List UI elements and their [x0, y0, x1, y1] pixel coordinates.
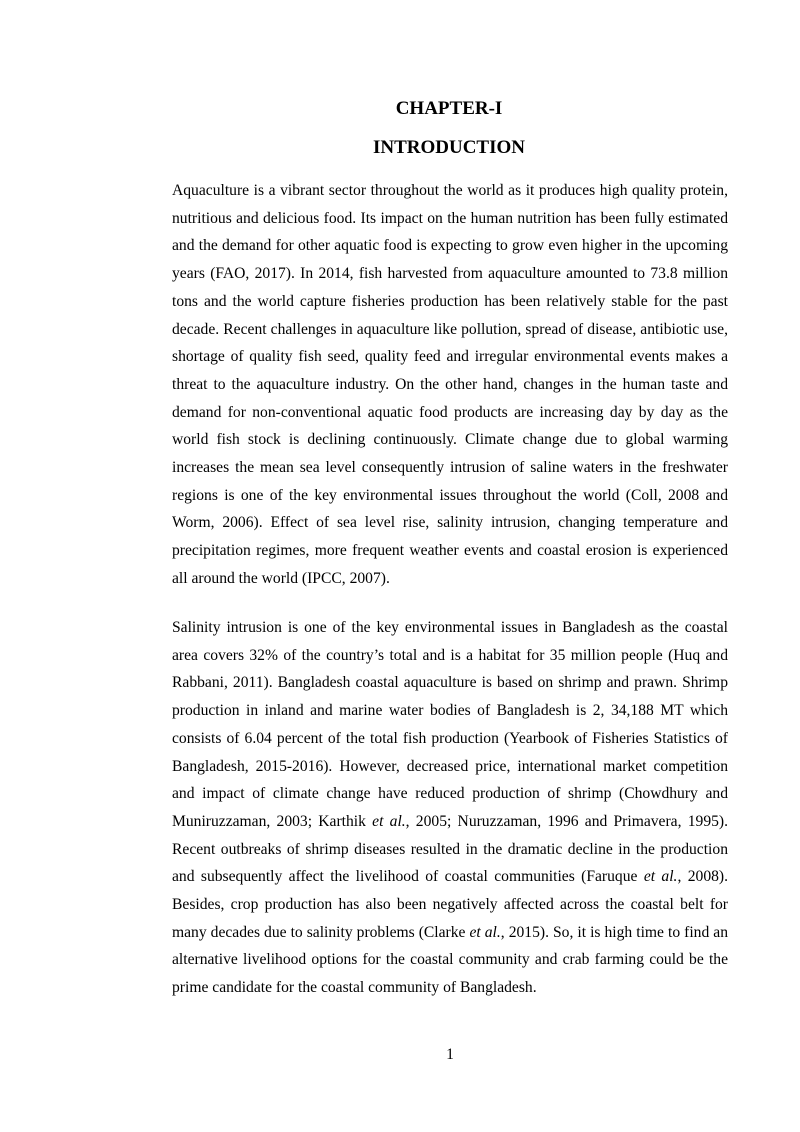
paragraph-2-run-3: , 2008). Besides, crop production has also been negatively affected across the coastal belt for many decades due to salinity problems (Clarke: [172, 868, 729, 941]
page-number: 1: [446, 1046, 454, 1063]
citation-et-al-3: et al.: [469, 923, 501, 941]
section-title: INTRODUCTION: [372, 137, 526, 158]
paragraph-2: [172, 614, 728, 1002]
paragraph-2-run-2: , 2005; Nuruzzaman, 1996 and Primavera, 1995). Recent outbreaks of shrimp diseases resulted in the dramatic decline in the production and subsequently affect the livelihood of coastal communities (Faruque: [172, 812, 729, 886]
paragraph-2-run-4: , 2015). So, it is high time to find an alternative livelihood options for the coastal community and crab farming could be the prime candidate for the coastal community of Bangladesh.: [172, 923, 728, 997]
citation-et-al-2: et al.: [643, 868, 678, 886]
paragraph-1: [172, 177, 728, 593]
citation-et-al-1: et al.: [372, 812, 406, 830]
chapter-label: CHAPTER-I: [395, 98, 503, 119]
paragraph-1-text: Aquaculture is a vibrant sector throughout the world as it produces high quality protein, nutritious and delicious food. Its impact on the human nutrition has been fully estimated and the demand for other aquatic food is expecting to grow even higher in the upcoming years (FAO, 2017). In 2014, fish harvested from aquaculture amounted to 73.8 million tons and the world capture fisheries production has been relatively stable for the past decade. Recent challenges in aquaculture like pollution, spread of disease, antibiotic use, shortage of quality fish seed, quality feed and irregular environmental events makes a threat to the aquaculture industry. On the other hand, changes in the human taste and demand for non-conventional aquatic food products are increasing day by day as the world fish stock is declining continuously. Climate change due to global warming increases the mean sea level consequently intrusion of saline waters in the freshwater regions is one of the key environmental issues throughout the world (Coll, 2008 and Worm, 2006). Effect of sea level rise, salinity intrusion, changing temperature and precipitation regimes, more frequent weather events and coastal erosion is experienced all around the world (IPCC, 2007).: [172, 182, 728, 587]
paragraph-2-run-1: Salinity intrusion is one of the key environmental issues in Bangladesh as the coastal area covers 32% of the country’s total and is a habitat for 35 million people (Huq and Rabbani, 2011). Bangladesh coastal aquaculture is based on shrimp and prawn. Shrimp production in inland and marine water bodies of Bangladesh is 2, 34,188 MT which consists of 6.04 percent of the total fish production (Yearbook of Fisheries Statistics of Bangladesh, 2015-2016). However, decreased price, international market competition and impact of climate change have reduced production of shrimp (Chowdhury and Muniruzzaman, 2003; Karthik: [172, 619, 728, 830]
